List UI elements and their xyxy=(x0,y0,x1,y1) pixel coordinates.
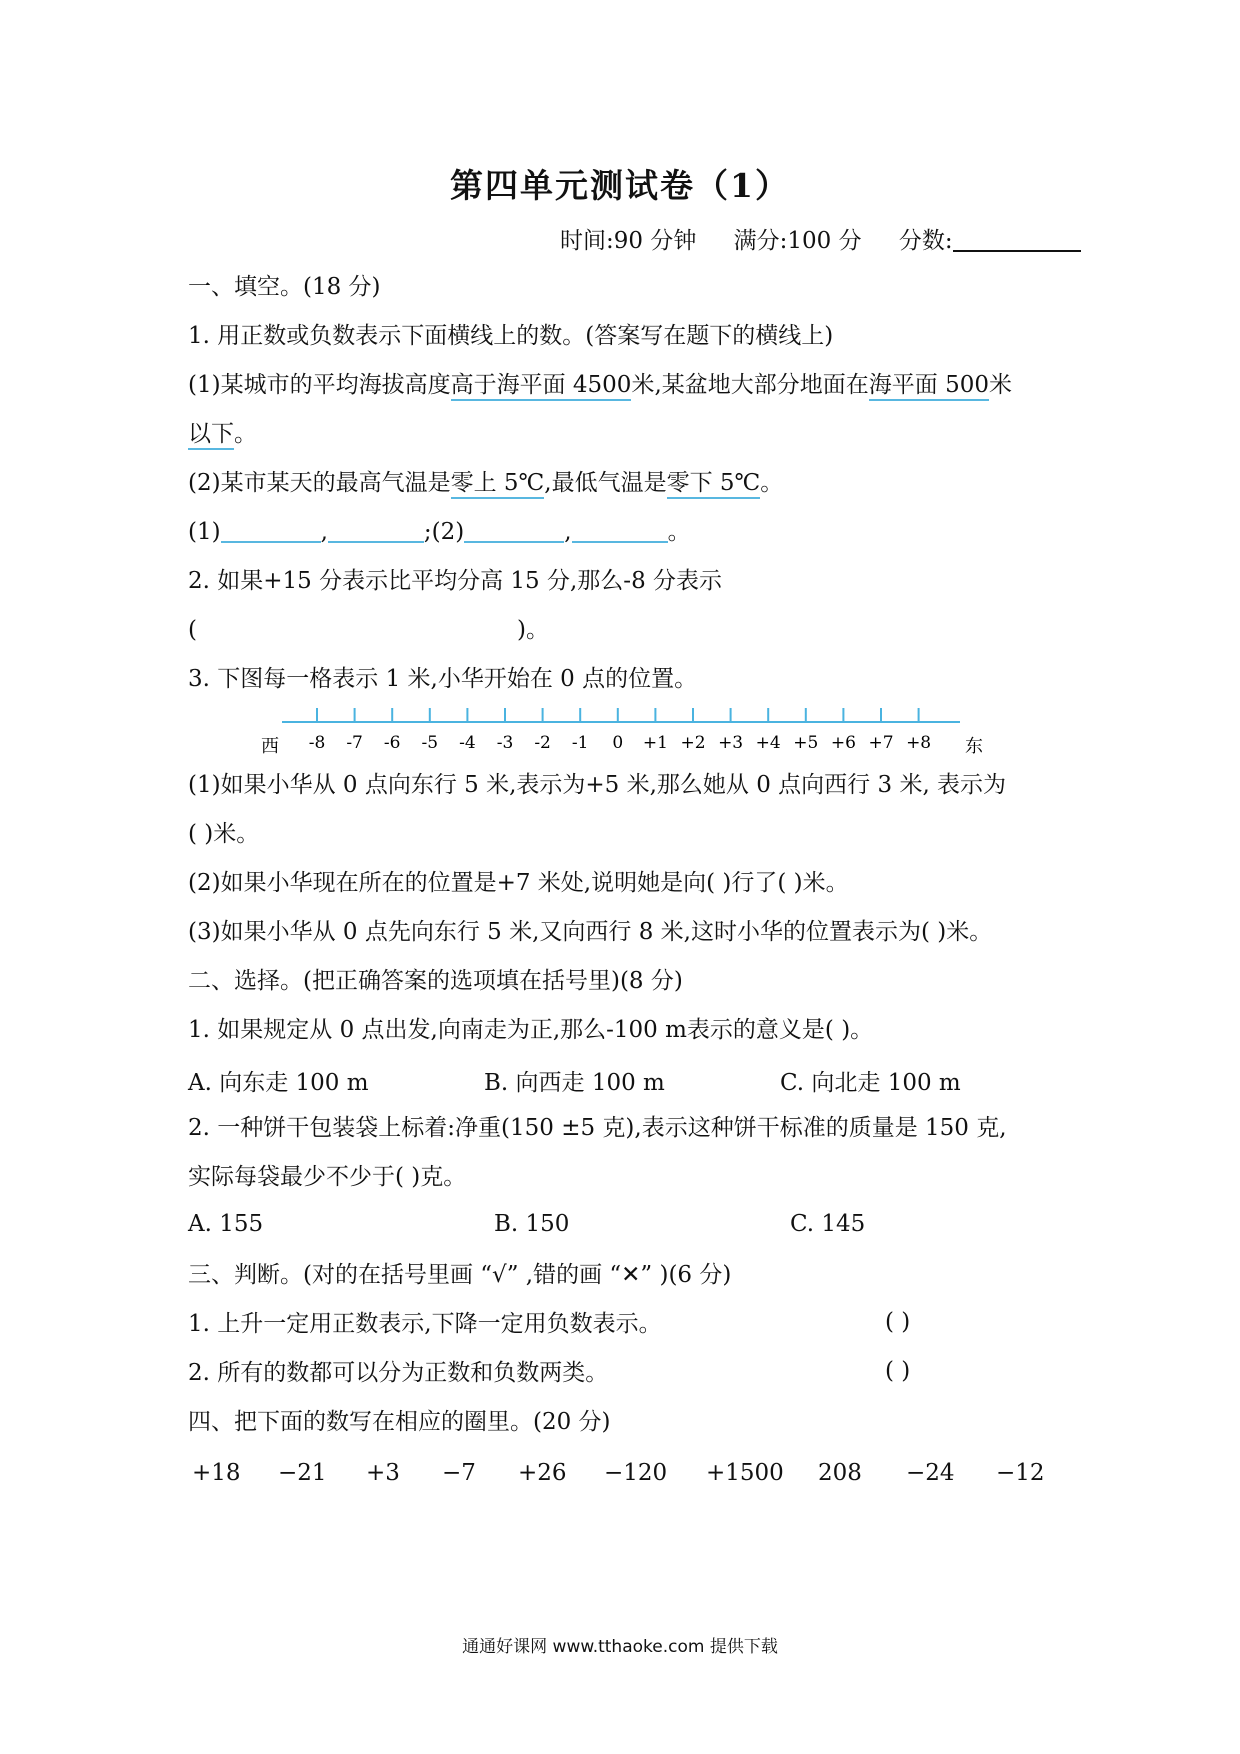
tick-label: -7 xyxy=(346,733,363,753)
q2-1-option-a[interactable]: A. 向东走 100 m xyxy=(188,1070,369,1096)
q2-2-text-cont: 实际每袋最少不少于( )克。 xyxy=(188,1164,467,1190)
number-item: −12 xyxy=(996,1460,1045,1486)
number-item: +26 xyxy=(518,1460,567,1486)
q1-1-sub1: (1)某城市的平均海拔高度高于海平面 4500米,某盆地大部分地面在海平面 500米 xyxy=(188,370,1012,400)
tick-label: +4 xyxy=(755,733,781,753)
section-2-heading: 二、选择。(把正确答案的选项填在括号里)(8 分) xyxy=(188,968,683,994)
q3-2-text: 2. 所有的数都可以分为正数和负数两类。 xyxy=(188,1360,609,1386)
q2-1-option-c[interactable]: C. 向北走 100 m xyxy=(780,1070,961,1096)
q1-3-sub1-cont: ( )米。 xyxy=(188,821,260,847)
number-item: −120 xyxy=(604,1460,668,1486)
tick-label: +3 xyxy=(718,733,744,753)
tick-label: -6 xyxy=(383,733,401,753)
number-item: 208 xyxy=(818,1460,862,1486)
exam-meta xyxy=(560,222,1141,255)
q3-1-answer-paren[interactable]: ( ) xyxy=(885,1309,911,1335)
section-3-heading: 三、判断。(对的在括号里画 “√” ,错的画 “✕” )(6 分) xyxy=(188,1262,732,1288)
q1-1-text: 1. 用正数或负数表示下面横线上的数。(答案写在题下的横线上) xyxy=(188,323,834,349)
q1-3-text: 3. 下图每一格表示 1 米,小华开始在 0 点的位置。 xyxy=(188,666,698,692)
q1-1-sub1-cont: 以下。 xyxy=(188,419,257,449)
underline-5: 零下 5℃ xyxy=(667,470,761,499)
q2-2-option-a[interactable]: A. 155 xyxy=(188,1211,264,1237)
tick-label: 0 xyxy=(612,733,624,753)
score-label: 分数: xyxy=(899,228,1111,254)
q2-2-text: 2. 一种饼干包装袋上标着:净重(150 ±5 克),表示这种饼干标准的质量是 150 克, xyxy=(188,1115,1007,1141)
number-item: −21 xyxy=(278,1460,327,1486)
tick-label: +7 xyxy=(868,733,894,753)
answer-blank-1[interactable] xyxy=(221,519,321,543)
footer-credit: 通通好课网 www.tthaoke.com 提供下载 xyxy=(462,1637,778,1657)
number-item: −24 xyxy=(906,1460,955,1486)
number-line xyxy=(260,700,990,760)
number-item: +3 xyxy=(366,1460,400,1486)
q1-1-answers: (1) , ;(2) , 。 xyxy=(188,519,691,545)
page-title: 第四单元测试卷（1） xyxy=(450,166,790,205)
score-blank[interactable] xyxy=(953,228,1081,252)
tick-label: -2 xyxy=(534,733,551,753)
tick-label: +6 xyxy=(830,733,856,753)
q1-2-answer: ( )。 xyxy=(188,617,549,643)
tick-label: +5 xyxy=(793,733,819,753)
tick-label: -4 xyxy=(459,733,476,753)
answer-blank-4[interactable] xyxy=(572,519,668,543)
underline-1: 高于海平面 4500 xyxy=(451,372,632,401)
answer-blank-2[interactable] xyxy=(328,519,424,543)
q1-2-text: 2. 如果+15 分表示比平均分高 15 分,那么-8 分表示 xyxy=(188,568,723,594)
time-limit: 时间:90 分钟 xyxy=(560,228,697,254)
tick-label: +2 xyxy=(680,733,706,753)
q2-1-option-b[interactable]: B. 向西走 100 m xyxy=(484,1070,665,1096)
number-item: +18 xyxy=(192,1460,241,1486)
tick-label: -1 xyxy=(571,733,589,753)
q1-1-sub2: (2)某市某天的最高气温是零上 5℃,最低气温是零下 5℃。 xyxy=(188,468,783,498)
q2-1-text: 1. 如果规定从 0 点出发,向南走为正,那么-100 m表示的意义是( )。 xyxy=(188,1017,874,1043)
q3-2-answer-paren[interactable]: ( ) xyxy=(885,1358,911,1384)
west-label: 西 xyxy=(261,736,279,757)
underline-2: 海平面 500 xyxy=(869,372,989,401)
q3-1-text: 1. 上升一定用正数表示,下降一定用负数表示。 xyxy=(188,1311,662,1337)
full-score: 满分:100 分 xyxy=(733,228,862,254)
q2-2-option-b[interactable]: B. 150 xyxy=(494,1211,570,1237)
answer-blank-3[interactable] xyxy=(464,519,564,543)
tick-label: -8 xyxy=(308,733,326,753)
section-1-heading: 一、填空。(18 分) xyxy=(188,274,381,300)
number-item: +1500 xyxy=(706,1460,784,1486)
tick-label: +1 xyxy=(642,733,668,753)
tick-label: -5 xyxy=(421,733,439,753)
q1-3-sub3: (3)如果小华从 0 点先向东行 5 米,又向西行 8 米,这时小华的位置表示为( )米。 xyxy=(188,919,993,945)
number-item: −7 xyxy=(442,1460,476,1486)
q1-3-sub2: (2)如果小华现在所在的位置是+7 米处,说明她是向( )行了( )米。 xyxy=(188,870,849,896)
underline-4: 零上 5℃ xyxy=(451,470,545,499)
tick-label: +8 xyxy=(906,733,932,753)
east-label: 东 xyxy=(965,736,983,757)
q1-3-sub1: (1)如果小华从 0 点向东行 5 米,表示为+5 米,那么她从 0 点向西行 3 米, 表示为 xyxy=(188,772,1007,798)
q2-2-option-c[interactable]: C. 145 xyxy=(790,1211,866,1237)
section-4-heading: 四、把下面的数写在相应的圈里。(20 分) xyxy=(188,1409,611,1435)
tick-label: -3 xyxy=(496,733,514,753)
underline-3: 以下 xyxy=(188,421,234,450)
